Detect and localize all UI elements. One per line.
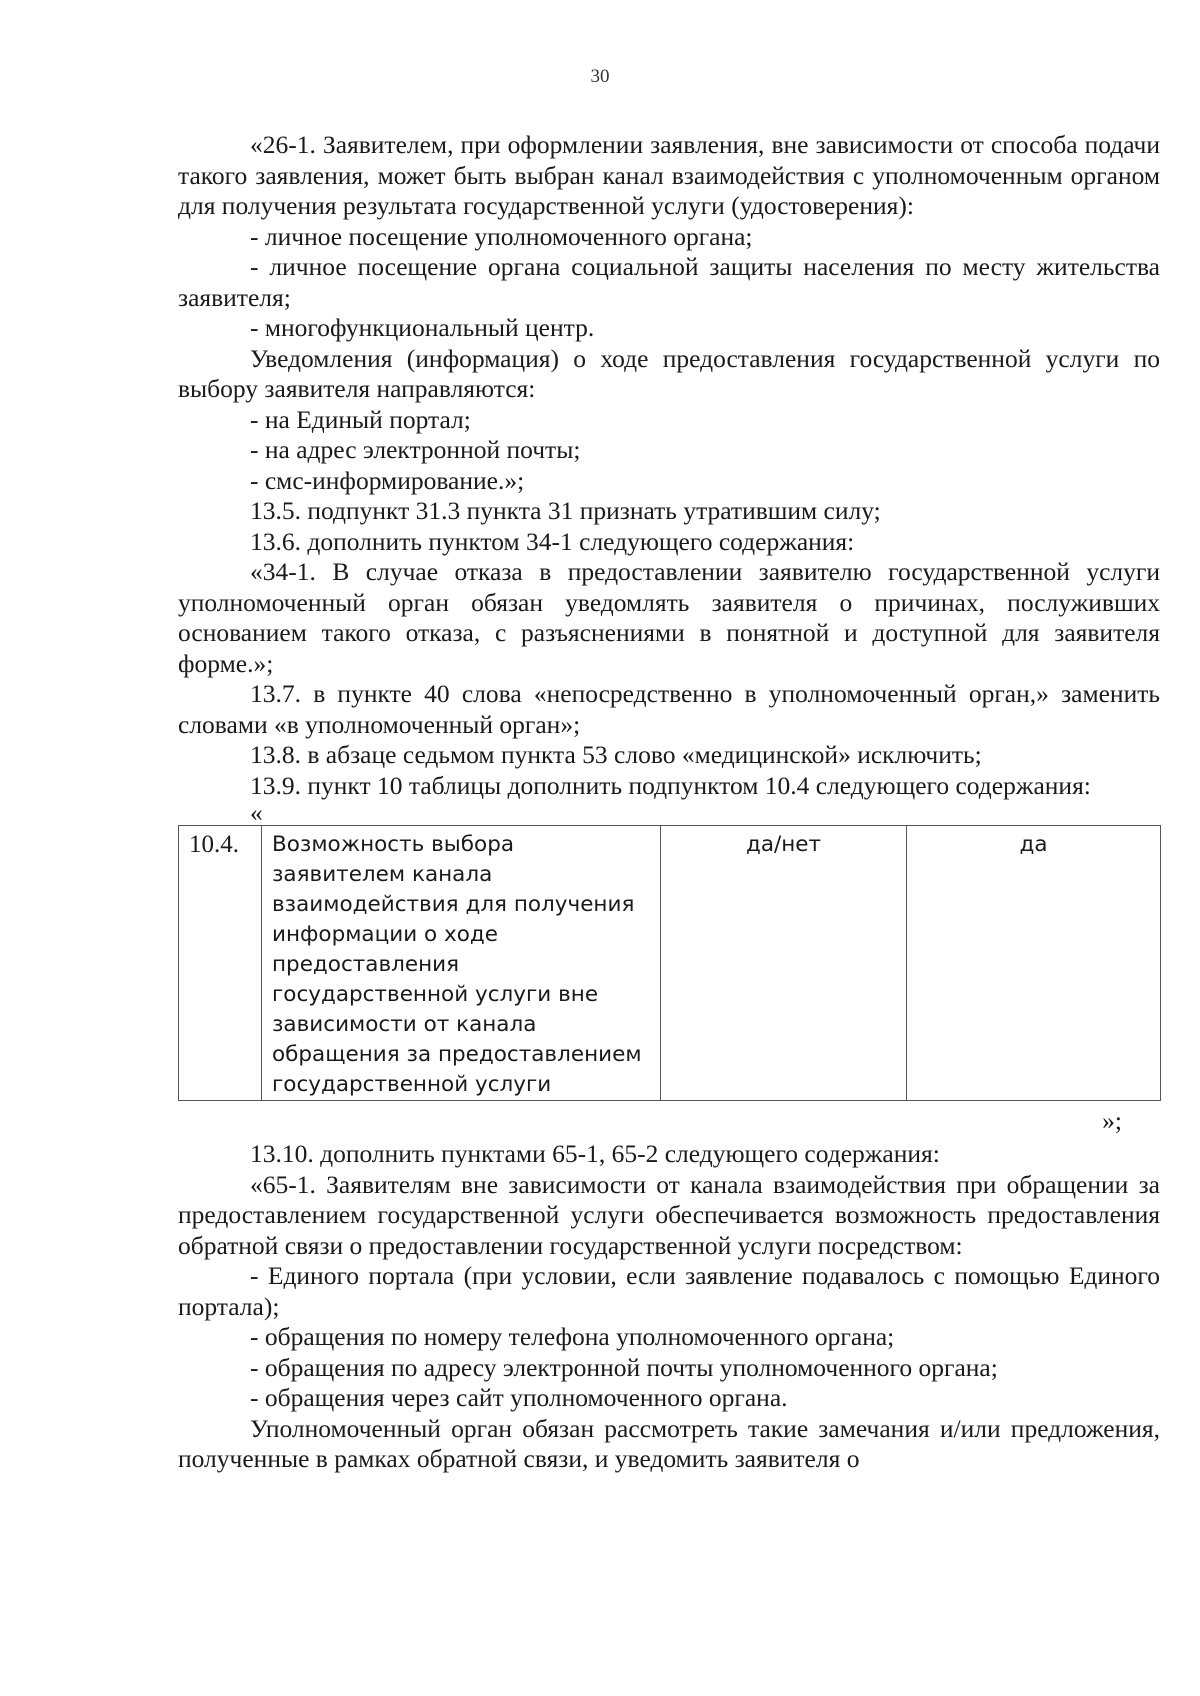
list-item: - обращения по номеру телефона уполномоченного органа;	[250, 1322, 895, 1351]
document-body	[178, 130, 1160, 1475]
row-number: 10.4.	[179, 826, 262, 1101]
paragraph: 13.8. в абзаце седьмом пункта 53 слово «медицинской» исключить;	[250, 740, 982, 769]
paragraph: 13.10. дополнить пунктами 65-1, 65-2 следующего содержания:	[250, 1139, 940, 1168]
paragraph: Уполномоченный орган обязан рассмотреть такие замечания и/или предложения, полученные в рамках обратной связи, и уведомить заявителя о	[178, 1413, 1160, 1473]
paragraph: 13.7. в пункте 40 слова «непосредственно в уполномоченный орган,» заменить словами «в уполномоченный орган»;	[178, 679, 1160, 739]
paragraph: «34-1. В случае отказа в предоставлении заявителю государственной услуги уполномоченный орган обязан уведомлять заявителя о причинах, послуживших основанием такого отказа, с разъяснениями в понятной и доступной для заявителя форме.»;	[178, 557, 1160, 678]
table-open-quote: «	[250, 798, 263, 827]
list-item: - личное посещение уполномоченного органа;	[250, 221, 753, 251]
list-item: - Единого портала (при условии, если заявление подавалось с помощью Единого портала);	[178, 1261, 1160, 1321]
paragraph: Уведомления (информация) о ходе предоставления государственной услуги по выбору заявителя направляются:	[178, 343, 1160, 403]
table-close-quote: »;	[1102, 1106, 1122, 1135]
list-item: - многофункциональный центр.	[250, 313, 595, 342]
list-item: - личное посещение органа социальной защиты населения по месту жительства заявителя;	[178, 252, 1160, 312]
row-description: Возможность выбора заявителем канала взаимодействия для получения информации о ходе предоставления государственной услуги вне зависимости от канала обращения за предоставлением государственной услуги	[262, 826, 661, 1101]
row-unit: да/нет	[661, 826, 907, 1101]
paragraph: 13.9. пункт 10 таблицы дополнить подпунктом 10.4 следующего содержания:	[250, 770, 1091, 800]
list-item: - на адрес электронной почты;	[250, 435, 581, 464]
list-item: - смс-информирование.»;	[250, 465, 525, 495]
page-number: 30	[590, 66, 610, 87]
list-item: - обращения по адресу электронной почты уполномоченного органа;	[250, 1352, 998, 1382]
amendment-table	[178, 825, 1161, 1101]
table-row	[179, 826, 1161, 1101]
list-item: - на Единый портал;	[250, 404, 471, 434]
paragraph: 13.6. дополнить пунктом 34-1 следующего содержания:	[250, 526, 855, 556]
paragraph: «65-1. Заявителям вне зависимости от канала взаимодействия при обращении за предоставлением государственной услуги обеспечивается возможность предоставления обратной связи о предоставлении государственной услуги посредством:	[178, 1169, 1160, 1260]
list-item: - обращения через сайт уполномоченного органа.	[250, 1383, 788, 1412]
paragraph: «26-1. Заявителем, при оформлении заявления, вне зависимости от способа подачи такого заявления, может быть выбран канал взаимодействия с уполномоченным органом для получения результата государственной услуги (удостоверения):	[178, 130, 1160, 220]
paragraph: 13.5. подпункт 31.3 пункта 31 признать утратившим силу;	[250, 496, 881, 525]
row-value: да	[907, 826, 1161, 1101]
